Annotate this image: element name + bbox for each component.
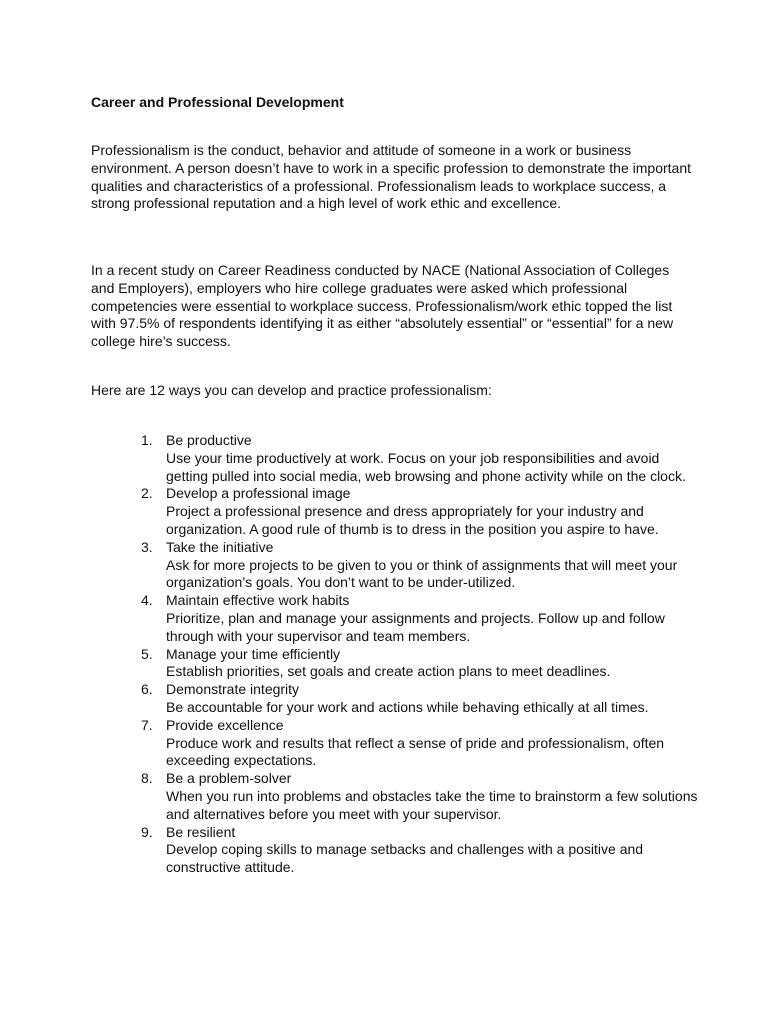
list-item-number: 8. (141, 770, 153, 787)
list-item-number: 2. (141, 485, 153, 502)
list-item-description: Produce work and results that reflect a sense of pride and professionalism, often exceeding expectations. (166, 734, 665, 769)
list-item-description: Develop coping skills to manage setbacks and challenges with a positive and constructive attitude. (166, 841, 644, 876)
list-item (141, 824, 701, 877)
list-item (141, 485, 701, 538)
list-item-title: Maintain effective work habits (166, 592, 350, 609)
list-item-number: 6. (141, 681, 153, 698)
list-item-description: Use your time productively at work. Focus on your job responsibilities and avoid getting pulled into social media, web browsing and phone activity while on the clock. (166, 449, 686, 484)
list-item-number: 7. (141, 716, 153, 733)
list-item-title: Be productive (166, 432, 252, 448)
document-title: Career and Professional Development (91, 94, 344, 110)
list-item (141, 592, 701, 645)
list-item (141, 681, 701, 717)
list-item (141, 432, 701, 485)
list-item-title: Provide excellence (166, 716, 284, 733)
list-item (141, 717, 701, 770)
list-item-title: Be resilient (166, 823, 236, 840)
paragraph-list-intro: Here are 12 ways you can develop and practice professionalism: (91, 382, 492, 398)
professionalism-list (141, 432, 701, 877)
list-item-title: Be a problem-solver (166, 770, 292, 787)
list-item-number: 3. (141, 538, 153, 555)
paragraph-study: In a recent study on Career Readiness conducted by NACE (National Association of Colleges and Employers), employers who hire college graduates were asked which professional competencies were essential to workplace success. Professionalism/work ethic topped the list with 97.5% of respondents identifying it as either “absolutely essential” or “essential” for a new college hire’s success. (91, 262, 674, 350)
list-item-description: Project a professional presence and dress appropriately for your industry and organization. A good rule of thumb is to dress in the position you aspire to have. (166, 503, 659, 537)
list-item-number: 5. (141, 645, 153, 662)
list-item-description: Prioritize, plan and manage your assignments and projects. Follow up and follow through with your supervisor and team members. (166, 609, 665, 644)
list-item-title: Develop a professional image (166, 485, 351, 502)
list-item (141, 646, 701, 682)
list-item-title: Take the initiative (166, 538, 274, 555)
list-item (141, 770, 701, 823)
list-item-description: When you run into problems and obstacles take the time to brainstorm a few solutions and alternatives before you meet with your supervisor. (166, 787, 698, 822)
list-item-description: Be accountable for your work and actions while behaving ethically at all times. (166, 698, 649, 715)
list-item-description: Ask for more projects to be given to you or think of assignments that will meet your organization’s goals. You don’t want to be under-utilized. (166, 556, 678, 591)
list-item-number: 9. (141, 823, 153, 840)
list-item-description: Establish priorities, set goals and create action plans to meet deadlines. (166, 663, 611, 680)
list-item-title: Demonstrate integrity (166, 681, 300, 698)
list-item-title: Manage your time efficiently (166, 645, 341, 662)
list-item-number: 4. (141, 592, 153, 609)
list-item (141, 539, 701, 592)
list-item-number: 1. (141, 432, 153, 448)
paragraph-intro: Professionalism is the conduct, behavior and attitude of someone in a work or business environment. A person doesn’t have to work in a specific profession to demonstrate the important qualities and characteristics of a professional. Professionalism leads to workplace success, a strong professional reputation and a high level of work ethic and excellence. (91, 142, 691, 212)
